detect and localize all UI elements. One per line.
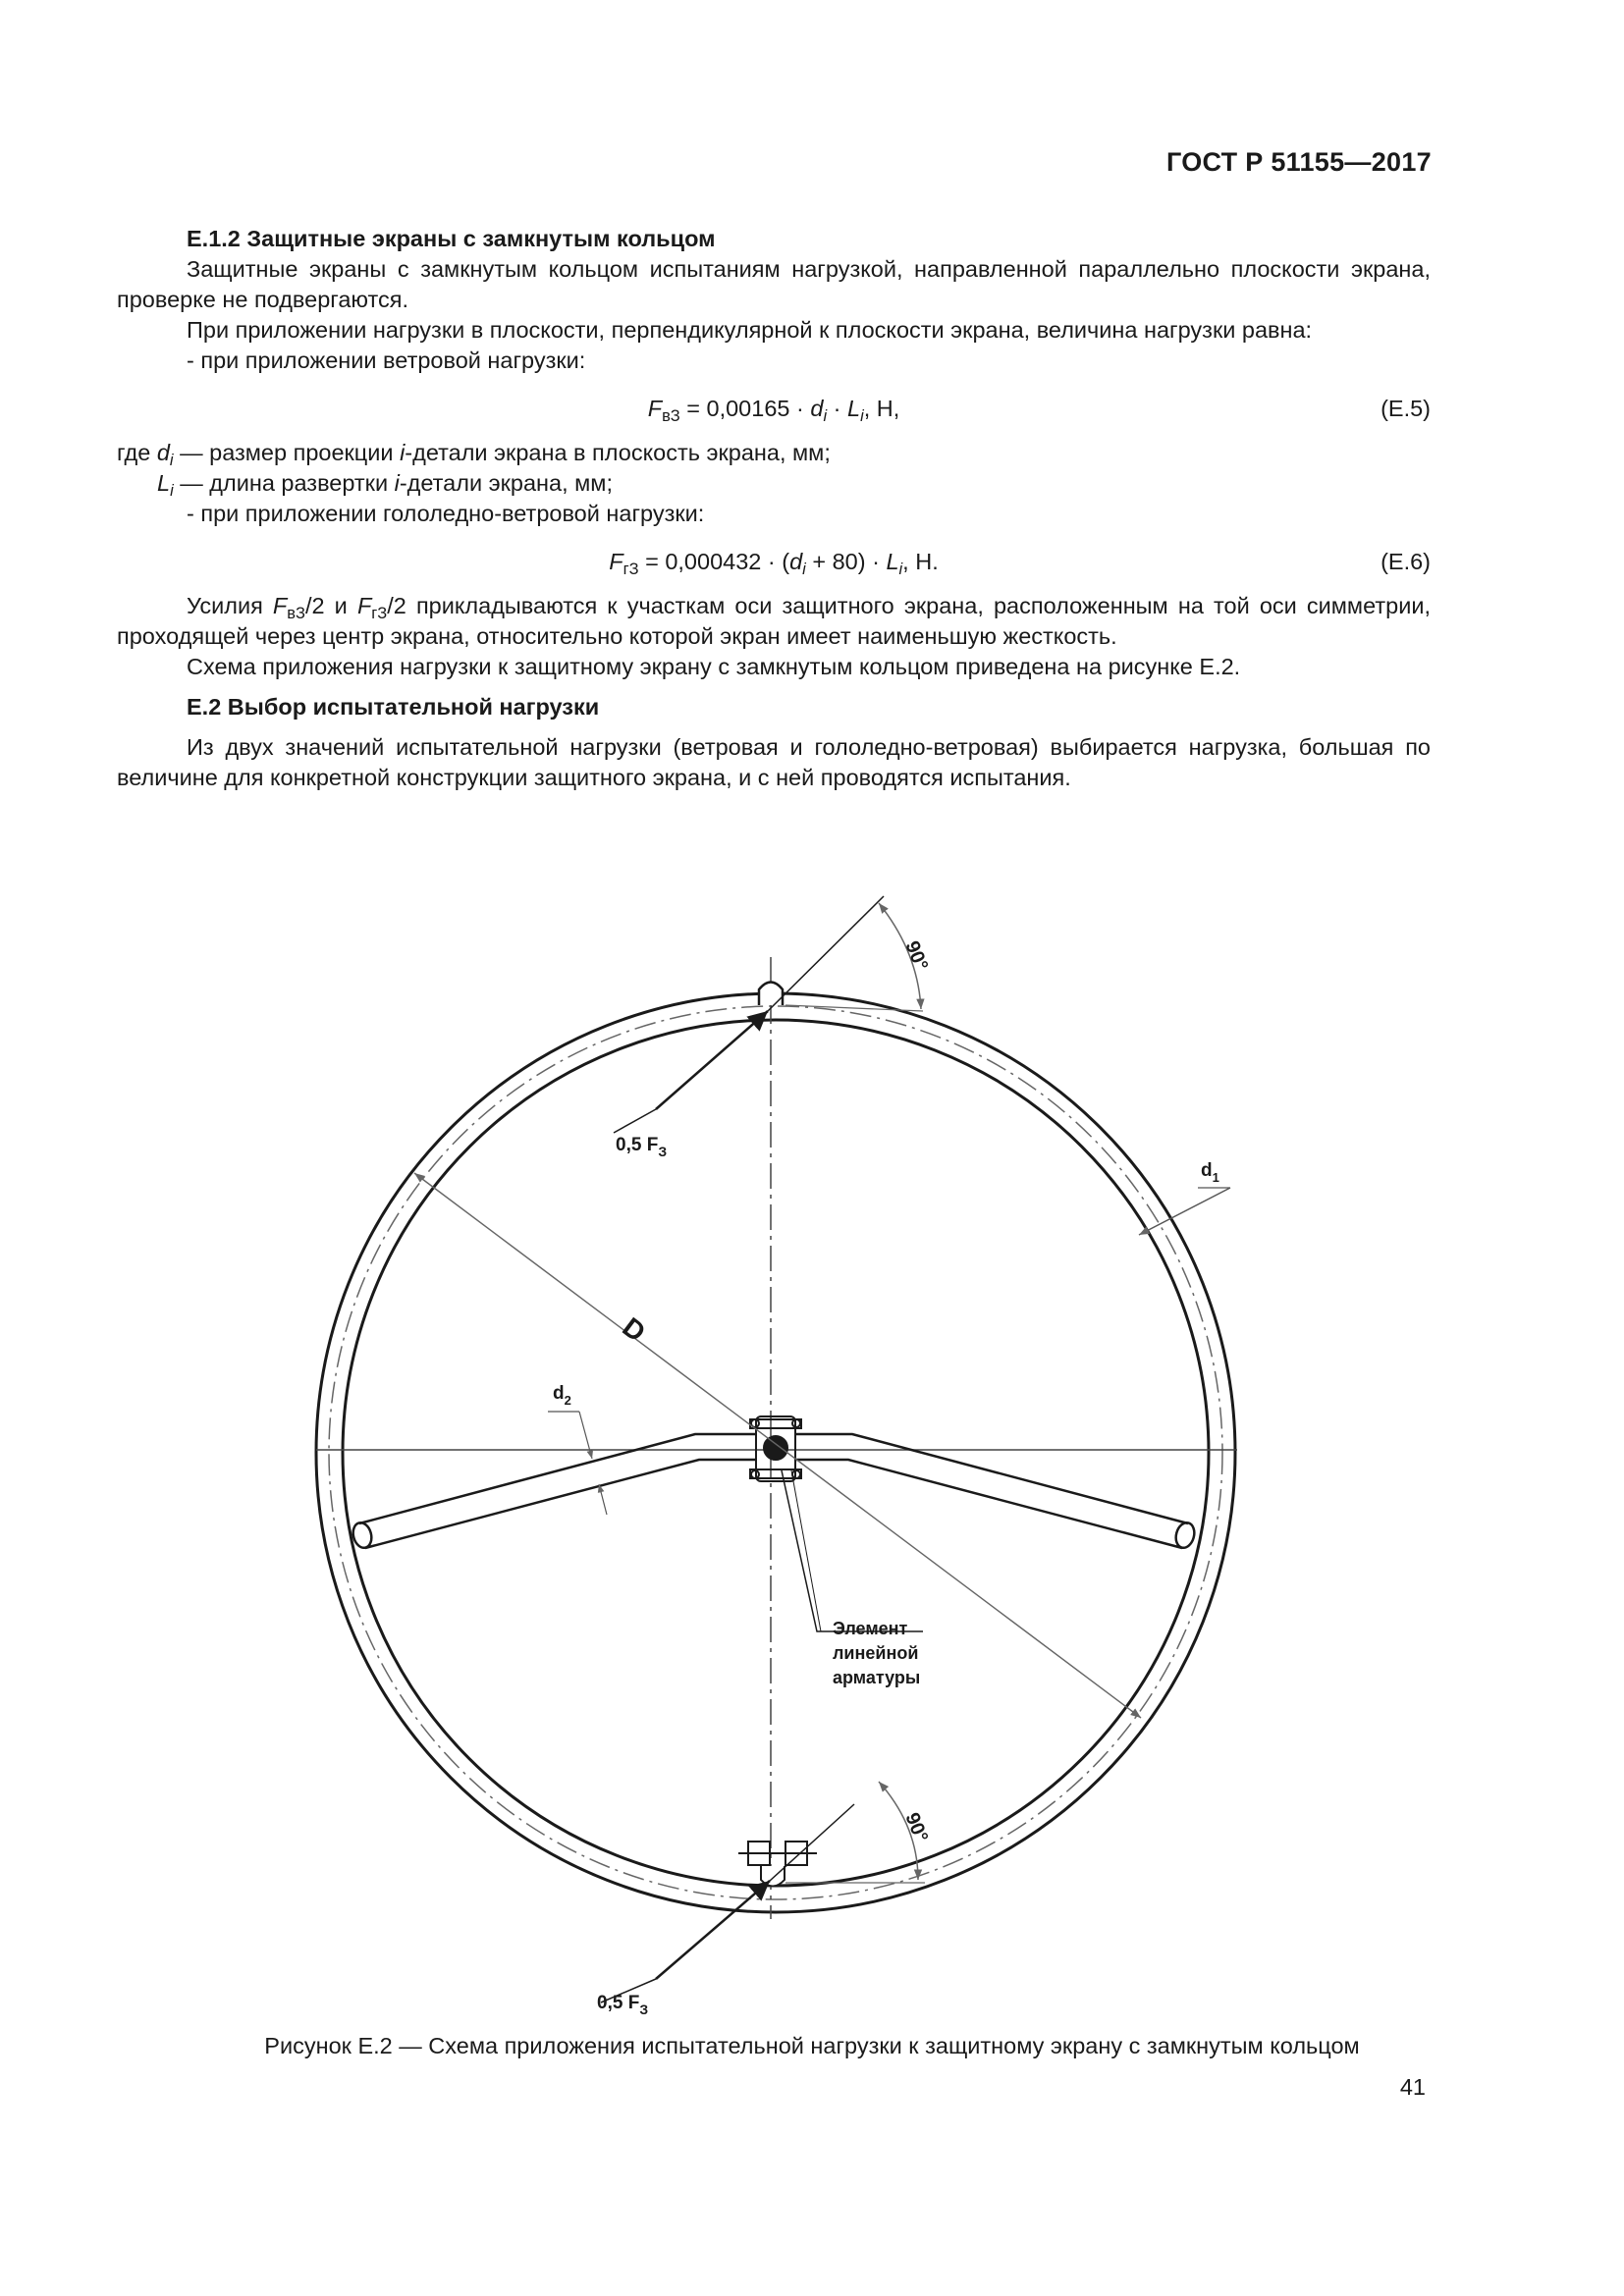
paragraph: Из двух значений испытательной нагрузки (ветровая и гололедно-ветровая) выбирается нагрузка, большая по величине для конкретной конструкции защитного экрана, и с ней проводятся испытания.: [117, 734, 1431, 790]
diameter-line: [414, 1173, 1141, 1718]
formula-e5: [117, 394, 1431, 424]
load-line-top-ext: [768, 896, 884, 1011]
center-clamp: [750, 1416, 801, 1481]
formula-expression: $F_{вЗ} = 0,00165 \cdot d_i \cdot L_i$, Н,: [647, 396, 900, 425]
text-body: [117, 224, 1431, 793]
d1-label: $d_1$: [1201, 1160, 1219, 1185]
page-number: 41: [1399, 2074, 1426, 2100]
ring-screen-diagram: [295, 879, 1306, 2027]
element-leader-2: [791, 1470, 821, 1631]
angle-label-bottom: 90°: [900, 1809, 933, 1845]
d2-dim-a: [579, 1412, 592, 1459]
paragraph: Усилия $F_{вЗ}/2$ и $F_{гЗ}/2$ прикладываются к участкам оси защитного экрана, расположенным на той оси симметрии, проходящей через центр экрана, относительно которой экран имеет наименьшую жесткость.: [117, 593, 1431, 649]
list-item: - при приложении ветровой нагрузки:: [187, 347, 586, 373]
load-leader-top: [614, 1109, 656, 1133]
formula-expression: $F_{гЗ} = 0,000432 \cdot (d_i + 80) \cdot L_i$, Н.: [609, 549, 939, 578]
formula-number: (Е.6): [1380, 549, 1431, 574]
legend-d: где $d_i$ — размер проекции i-детали экрана в плоскость экрана, мм;: [117, 440, 831, 469]
top-lug: [759, 983, 783, 1006]
element-label-line3: арматуры: [833, 1668, 921, 1687]
angle-label-top: 90°: [900, 937, 933, 974]
document-header: ГОСТ Р 51155—2017: [1165, 147, 1432, 177]
paragraph: Защитные экраны с замкнутым кольцом испытаниям нагрузкой, направленной параллельно плоскости экрана, проверке не подвергаются.: [117, 256, 1431, 312]
diameter-label: D: [617, 1311, 652, 1348]
figure-e2: [295, 879, 1306, 2027]
element-label-line2: линейной: [833, 1643, 919, 1663]
load-line-bottom-ext: [770, 1804, 854, 1881]
paragraph: Схема приложения нагрузки к защитному экрану с замкнутым кольцом приведена на рисунке Е.2.: [187, 654, 1241, 679]
section-heading-e2: Е.2 Выбор испытательной нагрузки: [187, 694, 600, 720]
list-item: - при приложении гололедно-ветровой нагрузки:: [187, 501, 705, 526]
element-label-line1: Элемент: [833, 1619, 908, 1638]
angle-ext-top: [785, 1005, 923, 1011]
element-leader: [782, 1470, 923, 1631]
paragraph: При приложении нагрузки в плоскости, перпендикулярной к плоскости экрана, величина нагрузки равна:: [187, 317, 1313, 343]
d2-label: $d_2$: [553, 1383, 571, 1408]
d1-dimension: [1139, 1188, 1230, 1235]
load-label-bottom: 0,5 $F_З$: [597, 1993, 649, 2017]
formula-number: (Е.5): [1380, 396, 1431, 421]
d2-dim-b: [599, 1484, 607, 1515]
figure-caption: Рисунок Е.2 — Схема приложения испытательной нагрузки к защитному экрану с замкнутым кольцом: [264, 2033, 1360, 2058]
legend-L: $L_i$ — длина развертки i-детали экрана, мм;: [157, 470, 613, 500]
load-label-top: 0,5 $F_З$: [616, 1135, 668, 1159]
formula-e6: [117, 547, 1431, 577]
section-heading-e12: Е.1.2 Защитные экраны с замкнутым кольцом: [187, 226, 716, 251]
